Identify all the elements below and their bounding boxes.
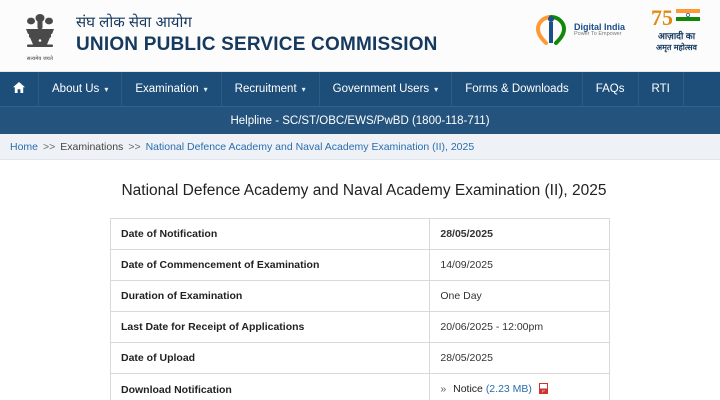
- nav-label-about-us: About Us: [52, 83, 100, 95]
- breadcrumb-separator: >>: [128, 140, 141, 153]
- chevron-down-icon: ▾: [104, 84, 109, 94]
- row-label: Duration of Examination: [111, 281, 430, 312]
- table-row: [111, 219, 610, 250]
- home-icon: [12, 81, 26, 97]
- nav-label-forms-and-downloads: Forms & Downloads: [465, 83, 569, 95]
- row-label: Date of Notification: [111, 219, 430, 250]
- nav-item-home[interactable]: [0, 72, 39, 106]
- nav-item-rti[interactable]: [639, 72, 684, 106]
- digital-india-title: Digital India: [573, 21, 625, 32]
- chevron-down-icon: ▾: [434, 84, 439, 94]
- row-label: Date of Upload: [111, 343, 430, 374]
- pdf-icon[interactable]: [539, 383, 548, 397]
- nav-label-recruitment: Recruitment: [234, 83, 297, 95]
- row-value: One Day: [430, 281, 610, 312]
- digital-india-logo: [534, 14, 625, 48]
- main-navigation: [0, 72, 720, 106]
- nav-item-forms-and-downloads[interactable]: [452, 72, 583, 106]
- breadcrumb-home-link[interactable]: Home: [10, 140, 39, 153]
- table-row: [111, 343, 610, 374]
- azadi-number: 75: [651, 5, 673, 31]
- digital-india-icon: [534, 14, 568, 48]
- azadi-ka-amrit-mahotsav-logo: [651, 5, 702, 53]
- upsc-emblem-icon: [14, 8, 66, 64]
- row-value: 20/06/2025 - 12:00pm: [430, 312, 610, 343]
- nav-item-government-users[interactable]: [320, 72, 453, 106]
- main-content: [0, 160, 720, 400]
- table-row: [111, 312, 610, 343]
- nav-item-faqs[interactable]: [583, 72, 639, 106]
- helpline-bar: [0, 106, 720, 134]
- breadcrumb-separator: >>: [43, 140, 56, 153]
- azadi-line1: आज़ादी का: [657, 31, 696, 41]
- indian-flag-icon: [676, 8, 702, 28]
- nav-item-examination[interactable]: [122, 72, 221, 106]
- nav-item-about-us[interactable]: [39, 72, 122, 106]
- table-row-download: [111, 374, 610, 400]
- row-value: 28/05/2025: [430, 219, 610, 250]
- org-name-hindi: संघ लोक सेवा आयोग: [76, 14, 192, 32]
- nav-item-recruitment[interactable]: [222, 72, 320, 106]
- row-value: 14/09/2025: [430, 250, 610, 281]
- emblem-motto: सत्यमेव जयते: [26, 56, 54, 62]
- breadcrumb-section[interactable]: Examinations: [60, 140, 124, 153]
- nav-label-rti: RTI: [651, 83, 670, 95]
- row-label-download: Download Notification: [111, 374, 430, 400]
- row-label: Date of Commencement of Examination: [111, 250, 430, 281]
- table-row: [111, 250, 610, 281]
- chevron-down-icon: ▾: [301, 84, 306, 94]
- site-header: [0, 0, 720, 72]
- digital-india-subtitle: Power To Empower: [573, 31, 622, 38]
- row-value: 28/05/2025: [430, 343, 610, 374]
- organisation-names: [76, 14, 438, 57]
- table-row: [111, 281, 610, 312]
- header-logos: [534, 5, 702, 53]
- breadcrumb-current: National Defence Academy and Naval Academy Examination (II), 2025: [145, 140, 475, 153]
- nav-label-government-users: Government Users: [332, 83, 430, 95]
- breadcrumb: [0, 134, 720, 160]
- helpline-text: Helpline - SC/ST/OBC/EWS/PwBD (1800-118-711): [230, 114, 490, 127]
- exam-details-table-wrapper: [110, 218, 610, 400]
- nav-label-faqs: FAQs: [595, 83, 625, 95]
- azadi-line2: अमृत महोत्सव: [656, 43, 697, 52]
- chevron-down-icon: ▾: [203, 84, 208, 94]
- exam-details-table: [110, 218, 610, 400]
- file-size-label: (2.23 MB): [485, 383, 532, 395]
- row-value-download: [430, 374, 610, 400]
- org-name-english: UNION PUBLIC SERVICE COMMISSION: [76, 34, 438, 55]
- notice-download-link[interactable]: Notice: [453, 383, 483, 395]
- bullet-icon: »: [440, 383, 447, 395]
- nav-label-examination: Examination: [135, 83, 199, 95]
- page-title: National Defence Academy and Naval Academy Examination (II), 2025: [121, 182, 607, 199]
- row-label: Last Date for Receipt of Applications: [111, 312, 430, 343]
- svg-text:P: P: [542, 388, 545, 394]
